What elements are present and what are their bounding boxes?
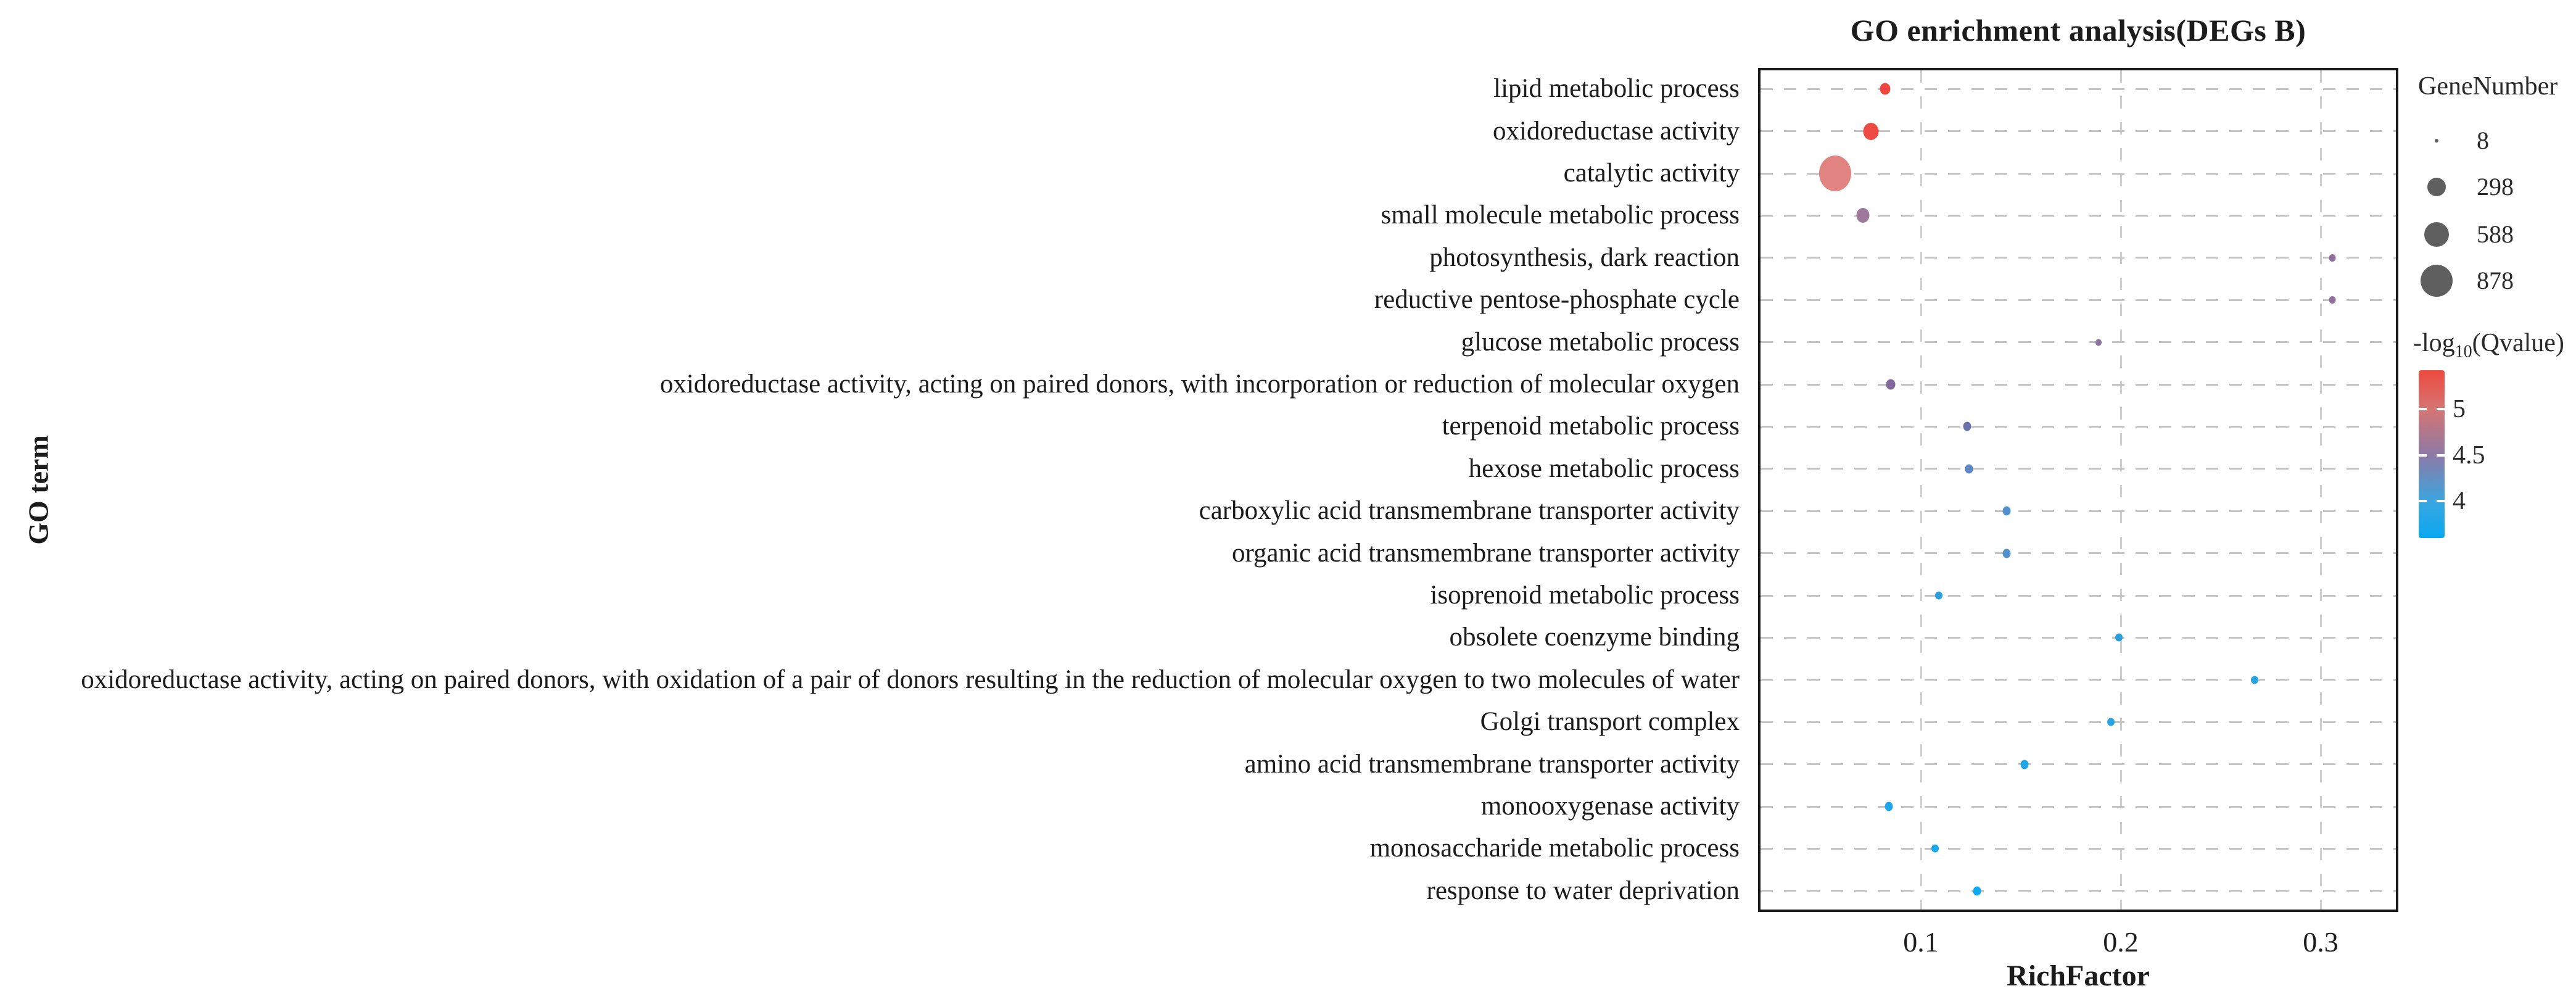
horizontal-gridline [1761,679,2396,681]
y-axis-term-label: lipid metabolic process [1493,74,1740,104]
data-point [1931,845,1939,853]
color-bar-tick-left [2419,408,2427,410]
legend-size-value: 878 [2477,267,2514,294]
x-axis-title: RichFactor [2007,960,2150,992]
horizontal-gridline [1761,552,2396,554]
color-bar-tick-left [2419,454,2427,457]
horizontal-gridline [1761,721,2396,723]
data-point [2021,760,2029,769]
y-axis-term-label: response to water deprivation [1426,876,1740,905]
y-axis-term-label: monosaccharide metabolic process [1369,834,1740,863]
legend-size-value: 298 [2477,173,2514,201]
horizontal-gridline [1761,215,2396,217]
y-axis-term-label: reductive pentose-phosphate cycle [1374,285,1740,315]
data-point [1886,379,1896,390]
horizontal-gridline [1761,426,2396,428]
horizontal-gridline [1761,848,2396,850]
y-axis-term-label: Golgi transport complex [1480,707,1740,737]
plot-area [1758,68,2398,912]
horizontal-gridline [1761,890,2396,892]
data-point [1963,422,1971,431]
y-axis-term-label: amino acid transmembrane transporter activity [1244,749,1740,779]
y-axis-term-label: obsolete coenzyme binding [1449,623,1740,652]
y-axis-term-label: oxidoreductase activity, acting on paired donors, with oxidation of a pair of donors resulting in the reduction of molecular oxygen to two molecules of water [81,665,1740,694]
y-axis-term-label: hexose metabolic process [1468,454,1740,483]
y-axis-term-label: small molecule metabolic process [1381,201,1740,230]
legend-size-dot [2427,178,2446,196]
vertical-gridline [2320,70,2322,910]
horizontal-gridline [1761,257,2396,259]
y-axis-term-label: organic acid transmembrane transporter activity [1231,538,1740,568]
y-axis-title: GO term [22,435,54,545]
legend-size-dot [2435,139,2438,143]
color-bar-tick-right [2437,500,2445,502]
horizontal-gridline [1761,806,2396,808]
legend-size-dot [2421,265,2453,297]
data-point [2251,676,2258,684]
color-bar-tick-right [2437,454,2445,457]
legend-size-dot [2424,222,2449,247]
data-point [2003,507,2011,516]
horizontal-gridline [1761,299,2396,301]
data-point [2095,339,2102,346]
y-axis-term-label: carboxylic acid transmembrane transporter activity [1199,496,1740,526]
horizontal-gridline [1761,637,2396,639]
vertical-gridline [1920,70,1922,910]
data-point [1857,208,1870,223]
x-tick-label: 0.1 [1903,926,1939,958]
color-bar-tick-left [2419,500,2427,502]
horizontal-gridline [1761,341,2396,343]
y-axis-term-label: photosynthesis, dark reaction [1429,242,1740,272]
data-point [2329,296,2336,304]
data-point [1819,155,1851,191]
legend-qvalue-tick-label: 4.5 [2453,441,2485,470]
horizontal-gridline [1761,130,2396,132]
legend-qvalue-tick-label: 4 [2453,487,2466,515]
horizontal-gridline [1761,88,2396,90]
data-point [2003,549,2011,558]
horizontal-gridline [1761,384,2396,386]
legend-qvalue-title: $-\log_{10}(Qvalue)$ [2413,329,2564,362]
data-point [1885,802,1893,811]
y-axis-term-label: terpenoid metabolic process [1442,412,1740,441]
horizontal-gridline [1761,510,2396,512]
data-point [1864,123,1879,140]
chart-title: GO enrichment analysis(DEGs B) [1850,13,2306,48]
y-axis-term-label: isoprenoid metabolic process [1430,581,1740,610]
x-tick-label: 0.2 [2103,926,2139,958]
data-point [2329,254,2336,262]
legend-size-value: 588 [2477,220,2514,248]
data-point [1973,886,1981,895]
legend-qvalue-tick-label: 5 [2453,395,2466,423]
y-axis-term-label: oxidoreductase activity, acting on paired donors, with incorporation or reduction of molecular oxygen [659,370,1740,399]
data-point [1935,592,1942,600]
vertical-gridline [2120,70,2122,910]
y-axis-term-label: monooxygenase activity [1480,792,1740,821]
data-point [2115,634,2123,642]
horizontal-gridline [1761,763,2396,765]
data-point [2107,718,2115,726]
data-point [1965,464,1973,473]
horizontal-gridline [1761,468,2396,470]
horizontal-gridline [1761,173,2396,175]
data-point [1880,83,1890,95]
y-axis-term-label: catalytic activity [1563,159,1740,188]
color-bar-tick-right [2437,408,2445,410]
x-tick-label: 0.3 [2303,926,2339,958]
y-axis-term-label: glucose metabolic process [1461,327,1740,357]
legend-gene-number-title: GeneNumber [2418,72,2558,101]
y-axis-term-label: oxidoreductase activity [1493,116,1740,146]
horizontal-gridline [1761,595,2396,597]
legend-size-value: 8 [2477,126,2489,154]
